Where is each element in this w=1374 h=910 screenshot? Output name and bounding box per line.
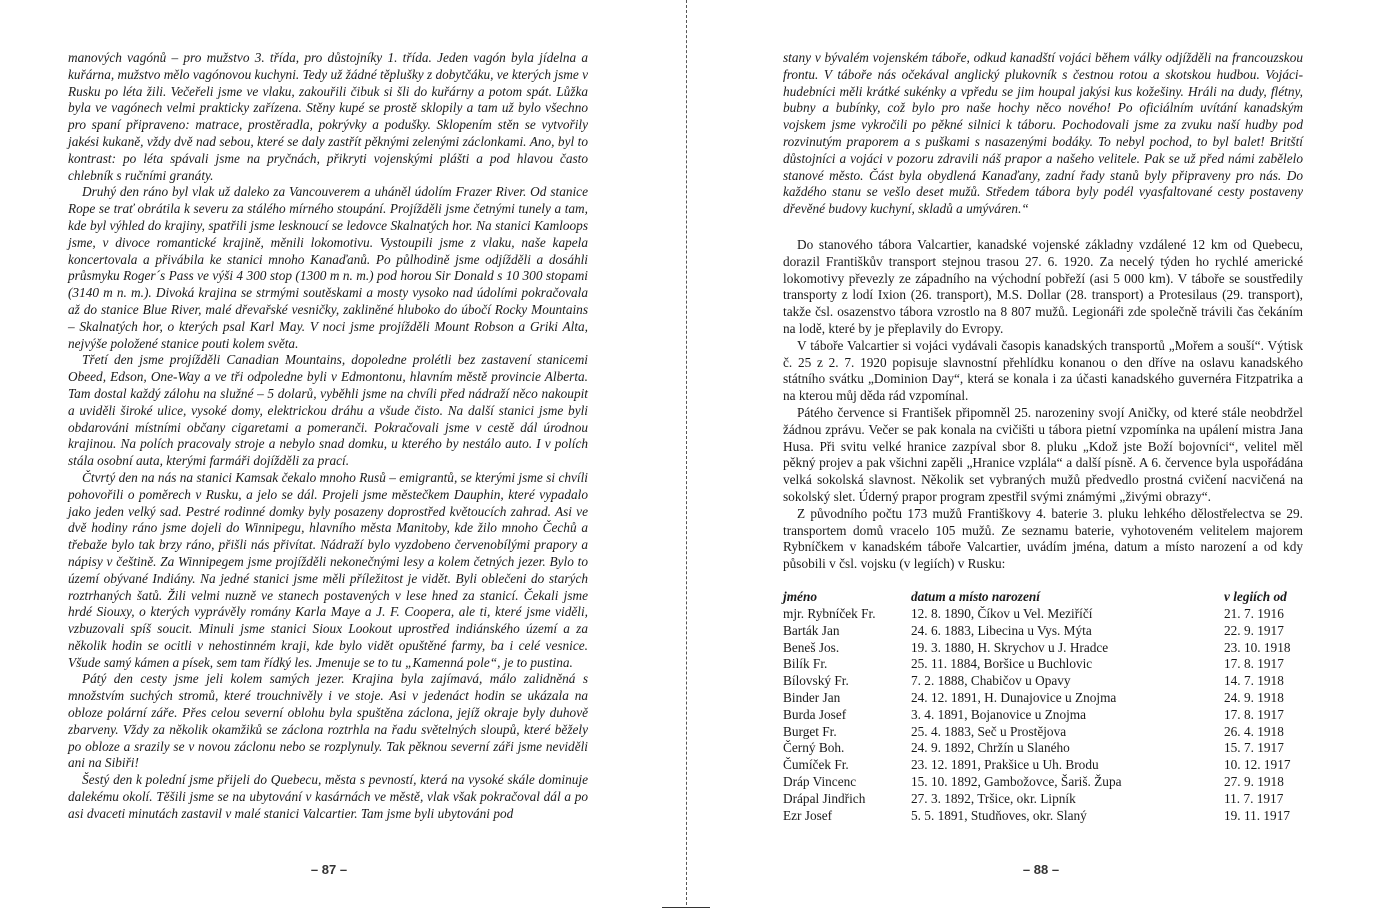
cell-legion: 22. 9. 1917 <box>1224 622 1284 638</box>
left-paragraph-3: Třetí den jsme projížděli Canadian Mountains, dopoledne prolétli bez zastavení stanicemi Obeed, Edson, One-Way a ve tři odpoledne byli v Edmontonu, hlavním městě provincie Alberta. Tam dostal každý zálohu na služné – 5 dolarů, vyběhli jsme na chvíli před nádraží něco nakoupit a uviděli široké ulice, vysoké domy, elektrickou dráhu a všude čisto. Na další stanici jsme byli obdarováni místními občany cigaretami a pomeranči. Pokračovali jsme v cestě dál úrodnou krajinou. Na polích pracovaly stroje a nebylo snad domku, u kterého by nestálo auto. I v polích stála osobní auta, kterými farmáři dojížděli za prací. <box>68 352 588 469</box>
cell-legion: 17. 8. 1917 <box>1224 656 1284 672</box>
left-paragraph-5: Pátý den cesty jsme jeli kolem samých jezer. Krajina byla zajímavá, málo zalidněná s množstvím suchých stromů, které trouchnivěly i ve stoje. Asi v jedenáct hodin se ukázala na obloze polární záře. Přes celou severní oblohu byla spuštěna záclona, jejíž okraje byly duhově zbarveny. Vždy za několik okamžiků se záclona roztrhla na řadu světelných sloupů, které běžely po obloze a srazily se v novou záclonu nebo se rozplynuly. Tak pěknou severní záři jsme neviděli ani na Sibiři! <box>68 671 588 771</box>
cell-name: Dráp Vincenc <box>783 773 857 789</box>
cell-legion: 23. 10. 1918 <box>1224 639 1291 655</box>
cell-name: Bílovský Fr. <box>783 673 849 689</box>
cell-legion: 24. 9. 1918 <box>1224 689 1284 705</box>
cell-birth: 27. 3. 1892, Tršice, okr. Lipník <box>911 790 1076 806</box>
cell-legion: 19. 11. 1917 <box>1224 807 1290 823</box>
cell-legion: 26. 4. 1918 <box>1224 723 1284 739</box>
header-name: jméno <box>783 589 817 605</box>
cell-name: Barták Jan <box>783 622 840 638</box>
cell-birth: 12. 8. 1890, Číkov u Vel. Meziříčí <box>911 606 1093 621</box>
table-row <box>783 707 1303 724</box>
table-row <box>783 623 1303 640</box>
table-row <box>783 690 1303 707</box>
table-row <box>783 656 1303 673</box>
left-page-text <box>68 50 588 823</box>
cell-name: Drápal Jindřich <box>783 790 866 806</box>
table-row <box>783 640 1303 657</box>
right-page-text <box>783 237 1303 573</box>
cell-name: mjr. Rybníček Fr. <box>783 606 876 621</box>
cell-name: Beneš Jos. <box>783 639 840 655</box>
cell-name: Binder Jan <box>783 689 841 705</box>
left-paragraph-4: Čtvrtý den na nás na stanici Kamsak čekalo mnoho Rusů – emigrantů, se kterými jsme si chvíli pohovořili o poměrech v Rusku, a jelo se dál. Projeli jsme městečkem Dauphin, které vypadalo jako jeden velký sad. Pestré rodinné domky byly posazeny doprostřed květoucích zahrad. Asi ve dvě hodiny ráno jsme dojeli do Winnipegu, hlavního města Manitoby, kde žilo mnoho Čechů a třebaže bylo tak brzy ráno, přišli nás přivítat. Nádraží bylo vyzdobeno červenobílými prapory a nápisy v češtině. Za Winnipegem jsme projížděli nekonečnými lesy a kolem četných jezer. Bylo to území obývané Indiány. Na jedné stanici jsme měli příležitost je vidět. Byli oblečeni do starých roztrhaných šatů. Žili velmi nuzně ve stanech postavených v lese hned za stanicí. Čekali jsme hrdé Siouxy, o kterých vyprávěly romány Karla Maye a J. F. Coopera, ale ti, které jsme viděli, vzbuzovali spíš soucit. Minuli jsme stanici Sioux Lookout uprostřed indiánského území a za několik hodin se ocitli v nehostinném kraji, kde bylo vidět opuštěné farmy, ba i celé vesnice. Všude samý kámen a písek, sem tam řídký les. Jmenuje se to tu „Kamenná pole“, je to pustina. <box>68 469 588 670</box>
table-row <box>783 791 1303 808</box>
table-row <box>783 724 1303 741</box>
table-header-row <box>783 589 1303 606</box>
right-page-quote <box>783 50 1303 218</box>
page-number-left: – 87 – <box>310 862 348 877</box>
quote-paragraph: stany v bývalém vojenském táboře, odkud kanadští vojáci během války odjížděli na francouzskou frontu. V táboře nás očekával anglický plukovník s čestnou rotou a skotskou hudbou. Vojáci-hudebníci měli krátké sukénky a vpředu se jim houpal jakýsi kus kožešiny. Hráli na dudy, flétny, bubny a bubínky, což bylo pro naše hochy něco nového! Po oficiálním uvítání kanadským vojskem jsme vykročili po pěkné silnici k táboru. Pochodovali jsme za zvuku naší hudby pod rozvinutým praporem a s puškami s nasazenými bodáky. To nebyl pochod, to byl balet! Britští důstojníci a vojáci v pozoru zdravili náš prapor a našeho velitele. Pak se už před námi zabělelo stanové město. Část byla obydlená Kanaďany, zadní řady stanů byly připraveny pro nás. Do každého stanu se vešlo deset mužů. Středem tábora byly podél vyasfaltované cesty postaveny dřevěné budovy kuchyní, skladů a umýváren.“ <box>783 50 1303 217</box>
battery-roster-table <box>783 589 1303 824</box>
header-birth: datum a místo narození <box>911 589 1040 605</box>
table-row <box>783 740 1303 757</box>
cell-name: Bilík Fr. <box>783 656 828 672</box>
cell-name: Burget Fr. <box>783 723 837 739</box>
cell-legion: 27. 9. 1918 <box>1224 773 1284 789</box>
cell-birth: 24. 9. 1892, Chržín u Slaného <box>911 740 1070 756</box>
right-paragraph-3: Pátého července si František připomněl 25. narozeniny svojí Aničky, od které stále neobdržel žádnou zprávu. Večer se pak konala na cvičišti u tábora pietní vzpomínka na upálení mistra Jana Husa. Při svitu velké hranice zazpíval sbor 8. pluku „Kdož jste Boží bojovníci“, velitel měl pěkný projev a pak všichni zapěli „Hranice vzplála“ a další písně. A 6. července byla uspořádána velká sokolská slavnost. Několik set vybraných mužů předvedlo prostná cvičení nacvičená na sokolský slet. Úderný prapor program zpestřil svými známými „živými obrazy“. <box>783 404 1303 504</box>
table-row <box>783 774 1303 791</box>
cell-birth: 3. 4. 1891, Bojanovice u Znojma <box>911 706 1087 722</box>
cell-name: Burda Josef <box>783 706 847 722</box>
cell-birth: 25. 11. 1884, Boršice u Buchlovic <box>911 656 1093 672</box>
cell-name: Ezr Josef <box>783 807 833 823</box>
header-legion: v legiích od <box>1224 589 1287 605</box>
right-paragraph-1: Do stanového tábora Valcartier, kanadské vojenské základny vzdálené 12 km od Quebecu, dorazil Františkův transport stejnou trasou 27. 6. 1920. Za necelý týden ho rychlé americké lokomotivy převezly ze západního na východní pobřeží (asi 5 000 km). V táboře se soustředily transporty z lodí Ixion (26. transport), M.S. Dollar (28. transport) a Protesilaus (29. transport), takže čsl. osazenstvo tábora vzrostlo na 8 807 mužů. Legionáři zde společně trávili čas čekáním na lodě, které by je přeplavily do Evropy. <box>783 237 1303 336</box>
cell-name: Černý Boh. <box>783 740 845 756</box>
table-row <box>783 673 1303 690</box>
cell-birth: 15. 10. 1892, Gambožovce, Šariš. Župa <box>911 773 1122 789</box>
cell-legion: 15. 7. 1917 <box>1224 740 1284 756</box>
cell-legion: 21. 7. 1916 <box>1224 606 1284 621</box>
right-page <box>687 0 1374 910</box>
cell-legion: 10. 12. 1917 <box>1224 757 1291 773</box>
cell-legion: 17. 8. 1917 <box>1224 706 1284 722</box>
cell-birth: 5. 5. 1891, Studňoves, okr. Slaný <box>911 807 1087 823</box>
table-row <box>783 757 1303 774</box>
page-number-right: – 88 – <box>1022 862 1060 877</box>
cell-birth: 23. 12. 1891, Prakšice u Uh. Brodu <box>911 757 1099 773</box>
cell-name: Čumíček Fr. <box>783 757 849 773</box>
cell-legion: 14. 7. 1918 <box>1224 673 1284 689</box>
right-paragraph-4: Z původního počtu 173 mužů Františkovy 4. baterie 3. pluku lehkého dělostřelectva se 29. transportem domů vracelo 105 mužů. Ze seznamu baterie, vyhotoveném velitelem majorem Rybníčkem v kanadském táboře Valcartier, uvádím jména, datum a místo narození a od kdy působili v čsl. vojsku (v legiích) v Rusku: <box>783 505 1303 572</box>
cell-legion: 11. 7. 1917 <box>1224 790 1284 806</box>
table-row <box>783 808 1303 825</box>
left-paragraph-6: Šestý den k polední jsme přijeli do Quebecu, města s pevností, která na vysoké skále dominuje dalekému okolí. Těšili jsme se na ubytování v kasárnách ve městě, vlak však pokračoval dál a po asi dvaceti minutách zastavil v malé stanici Valcartier. Tam jsme byli ubytováni pod <box>68 772 588 821</box>
cell-birth: 25. 4. 1883, Seč u Prostějova <box>911 723 1067 739</box>
left-paragraph-1: manových vagónů – pro mužstvo 3. třída, pro důstojníky 1. třída. Jeden vagón byla jídelna a kuřárna, mužstvo mělo vagónovou kuchyni. Tedy už žádné těplušky z dobytčáku, ve kterých jsme v Rusku po léta žili. Večeřeli jsme ve vlaku, zakouřili čibuk si šli do kuřárny a potom spát. Lůžka byla ve vagónech velmi prakticky zařízena. Stěny kupé se prostě sklopily a tam už bylo všechno pro spaní připraveno: matrace, prostěradla, pokrývky a podušky. Sklopením stěn se vytvořily jakési kukaně, vždy dvě nad sebou, které se daly zastřít pěknými zelenými záclonkami. Ano, byl to kontrast: po léta spávali jsme na pryčnách, přikryti vojenskými plášti a pod hlavou často chlebník s ručními granáty. <box>68 50 588 183</box>
table-row <box>783 606 1303 623</box>
right-paragraph-2: V táboře Valcartier si vojáci vydávali časopis kanadských transportů „Mořem a souší“. Výtisk č. 25 z 2. 7. 1920 popisuje slavnostní přehlídku konanou o den dříve na oslavu kanadského státního svátku „Dominion Day“, která se konala i za účasti kanadského guvernéra Fitzpatrika a na kterou můj děda rád vzpomínal. <box>783 337 1303 404</box>
cell-birth: 24. 6. 1883, Libecina u Vys. Mýta <box>911 622 1092 638</box>
cell-birth: 7. 2. 1888, Chabičov u Opavy <box>911 673 1071 689</box>
cell-birth: 24. 12. 1891, H. Dunajovice u Znojma <box>911 689 1117 705</box>
left-paragraph-2: Druhý den ráno byl vlak už daleko za Vancouverem a uháněl údolím Frazer River. Od stanice Rope se trať obrátila k severu za stálého mírného stoupání. Projížděli jsme četnými tunely a tam, kde byl výhled do krajiny, spatřili jsme lesknoucí se ledovce Skalnatých hor. Na stanici Kamloops jsme, v divoce romantické krajině, měnili lokomotivu. Vystoupili jsme z vlaku, naše kapela koncertovala a přivábila ke stanici mnoho Kanaďanů. Po půlhodině jsme odjížděli a dosáhli průsmyku Roger´s Pass ve výši 4 300 stop (1300 m n. m.) pod horou Sir Donald s 10 300 stopami (3140 m n. m.). Divoká krajina se strmými soutěskami a mosty vysoko nad údolími pokračovala až do stanice Blue River, malé dřevařské vesničky, zakliněné hluboko do úbočí Rocky Mountains – Skalnatých hor, o kterých psal Karl May. V noci jsme projížděli Mount Robson a Griki Alta, nejvýše položené stanice pouti kolem světa. <box>68 184 588 351</box>
cell-birth: 19. 3. 1880, H. Skrychov u J. Hradce <box>911 639 1109 655</box>
